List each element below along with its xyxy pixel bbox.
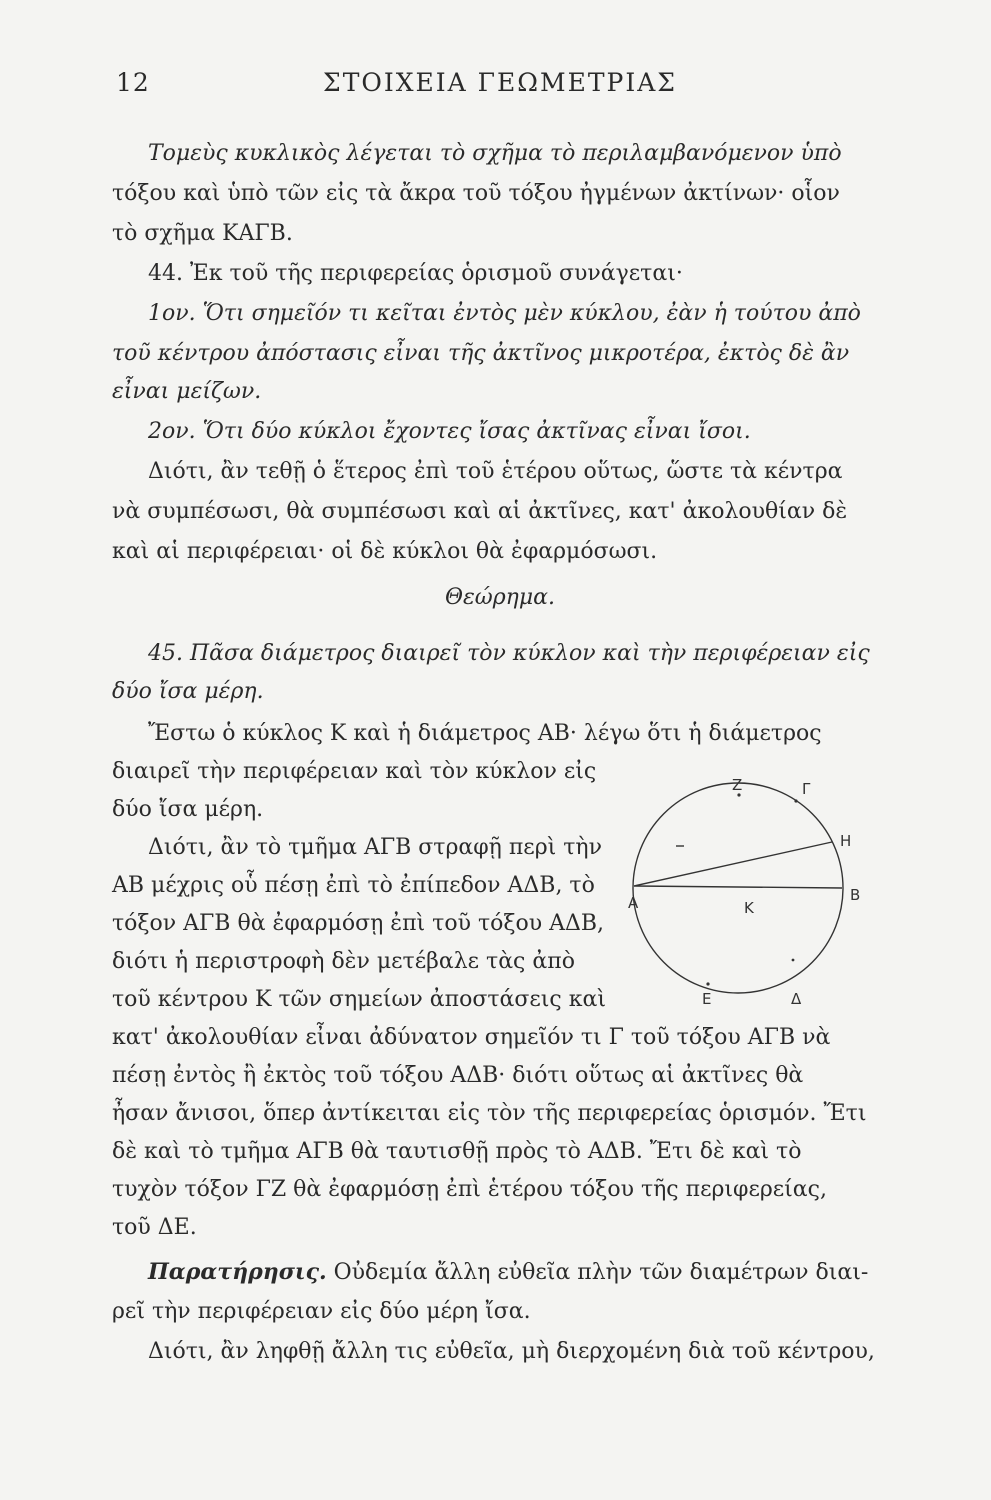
- point-e: [706, 982, 709, 985]
- label-b: Β: [850, 886, 861, 904]
- text-line: ΑΒ μέχρις οὗ πέσῃ ἐπὶ τὸ ἐπίπεδον ΑΔΒ, τὸ: [112, 873, 595, 898]
- label-a: Α: [628, 894, 639, 912]
- diameter-ab: [634, 886, 842, 888]
- running-title: ΣΤΟΙΧΕΙΑ ΓΕΩΜΕΤΡΙΑΣ: [323, 68, 677, 97]
- text-line: διότι ἡ περιστροφὴ δὲν μετέβαλε τὰς ἀπὸ: [112, 949, 575, 974]
- text-line: ἦσαν ἄνισοι, ὅπερ ἀντίκειται εἰς τὸν τῆς περιφερείας ὁρισμόν. Ἔτι: [112, 1101, 867, 1126]
- point-g: [794, 799, 797, 802]
- text-line: Ἔστω ὁ κύκλος Κ καὶ ἡ διάμετρος ΑΒ· λέγω ὅτι ἡ διάμετρος: [148, 721, 822, 746]
- text-line: Τομεὺς κυκλικὸς λέγεται τὸ σχῆμα τὸ περιλαμβανόμενον ὑπὸ: [148, 141, 842, 166]
- text-line: δύο ἴσα μέρη.: [112, 679, 264, 704]
- text-line: κατ' ἀκολουθίαν εἶναι ἀδύνατον σημεῖόν τι Γ τοῦ τόξου ΑΓΒ νὰ: [112, 1025, 831, 1050]
- text-line: δύο ἴσα μέρη.: [112, 797, 264, 822]
- text-line: τοῦ ΔΕ.: [112, 1215, 197, 1240]
- text-line: δὲ καὶ τὸ τμῆμα ΑΓΒ θὰ ταυτισθῇ πρὸς τὸ ΑΔΒ. Ἔτι δὲ καὶ τὸ: [112, 1139, 802, 1164]
- text-line: πέσῃ ἐντὸς ἢ ἐκτὸς τοῦ τόξου ΑΔΒ· διότι οὕτως αἱ ἀκτῖνες θὰ: [112, 1063, 804, 1088]
- label-k: Κ: [744, 899, 754, 917]
- label-z: Z: [732, 776, 743, 794]
- label-h: Η: [840, 832, 852, 850]
- text-line: διαιρεῖ τὴν περιφέρειαν καὶ τὸν κύκλον εἰς: [112, 759, 597, 784]
- text-line: τόξον ΑΓΒ θὰ ἐφαρμόσῃ ἐπὶ τοῦ τόξου ΑΔΒ,: [112, 911, 605, 936]
- text-line: τὸ σχῆμα ΚΑΓΒ.: [112, 221, 293, 246]
- label-e: Ε: [702, 990, 712, 1008]
- page-header: [110, 68, 890, 108]
- label-g: Γ: [802, 780, 811, 798]
- remark-line: [148, 1256, 868, 1289]
- text-line: εἶναι μείζων.: [112, 379, 262, 404]
- theorem-heading: Θεώρημα.: [444, 585, 556, 610]
- point-mark: [792, 959, 795, 962]
- text-line: Διότι, ἂν τὸ τμῆμα ΑΓΒ στραφῇ περὶ τὴν: [148, 835, 602, 860]
- remark-label: Παρατήρησις.: [148, 1259, 327, 1285]
- text-line: τόξου καὶ ὑπὸ τῶν εἰς τὰ ἄκρα τοῦ τόξου ἠγμένων ἀκτίνων· οἷον: [112, 181, 840, 206]
- chord-ah: [634, 842, 832, 886]
- text-line: καὶ αἱ περιφέρειαι· οἱ δὲ κύκλοι θὰ ἐφαρμόσωσι.: [112, 539, 658, 564]
- text-line: Διότι, ἂν τεθῇ ὁ ἕτερος ἐπὶ τοῦ ἑτέρου οὕτως, ὥστε τὰ κέντρα: [148, 459, 843, 484]
- text-line: ρεῖ τὴν περιφέρειαν εἰς δύο μέρη ἴσα.: [112, 1299, 531, 1324]
- remark-text: Οὐδεμία ἄλλη εὐθεῖα πλὴν τῶν διαμέτρων διαι-: [326, 1260, 869, 1285]
- label-d: Δ: [791, 990, 802, 1008]
- text-line: νὰ συμπέσωσι, θὰ συμπέσωσι καὶ αἱ ἀκτῖνες, κατ' ἀκολουθίαν δὲ: [112, 499, 848, 524]
- text-line: 44. Ἐκ τοῦ τῆς περιφερείας ὁρισμοῦ συνάγεται·: [148, 261, 683, 286]
- text-line: τοῦ κέντρου Κ τῶν σημείων ἀποστάσεις καὶ: [112, 987, 606, 1012]
- text-line: 45. Πᾶσα διάμετρος διαιρεῖ τὸν κύκλον καὶ τὴν περιφέρειαν εἰς: [148, 641, 870, 666]
- circle-diagram: [628, 760, 884, 1010]
- text-line: τοῦ κέντρου ἀπόστασις εἶναι τῆς ἀκτῖνος μικροτέρα, ἐκτὸς δὲ ἂν: [112, 341, 850, 366]
- text-line: τυχὸν τόξον ΓΖ θὰ ἐφαρμόσῃ ἐπὶ ἑτέρου τόξου τῆς περιφερείας,: [112, 1177, 827, 1202]
- text-line: Διότι, ἂν ληφθῇ ἄλλη τις εὐθεῖα, μὴ διερχομένη διὰ τοῦ κέντρου,: [148, 1339, 875, 1364]
- text-line: 1ον. Ὅτι σημεῖόν τι κεῖται ἐντὸς μὲν κύκλου, ἐὰν ἡ τούτου ἀπὸ: [148, 301, 861, 326]
- page-number: 12: [116, 68, 150, 97]
- text-line: 2ον. Ὅτι δύο κύκλοι ἔχοντες ἴσας ἀκτῖνας εἶναι ἴσοι.: [148, 419, 751, 444]
